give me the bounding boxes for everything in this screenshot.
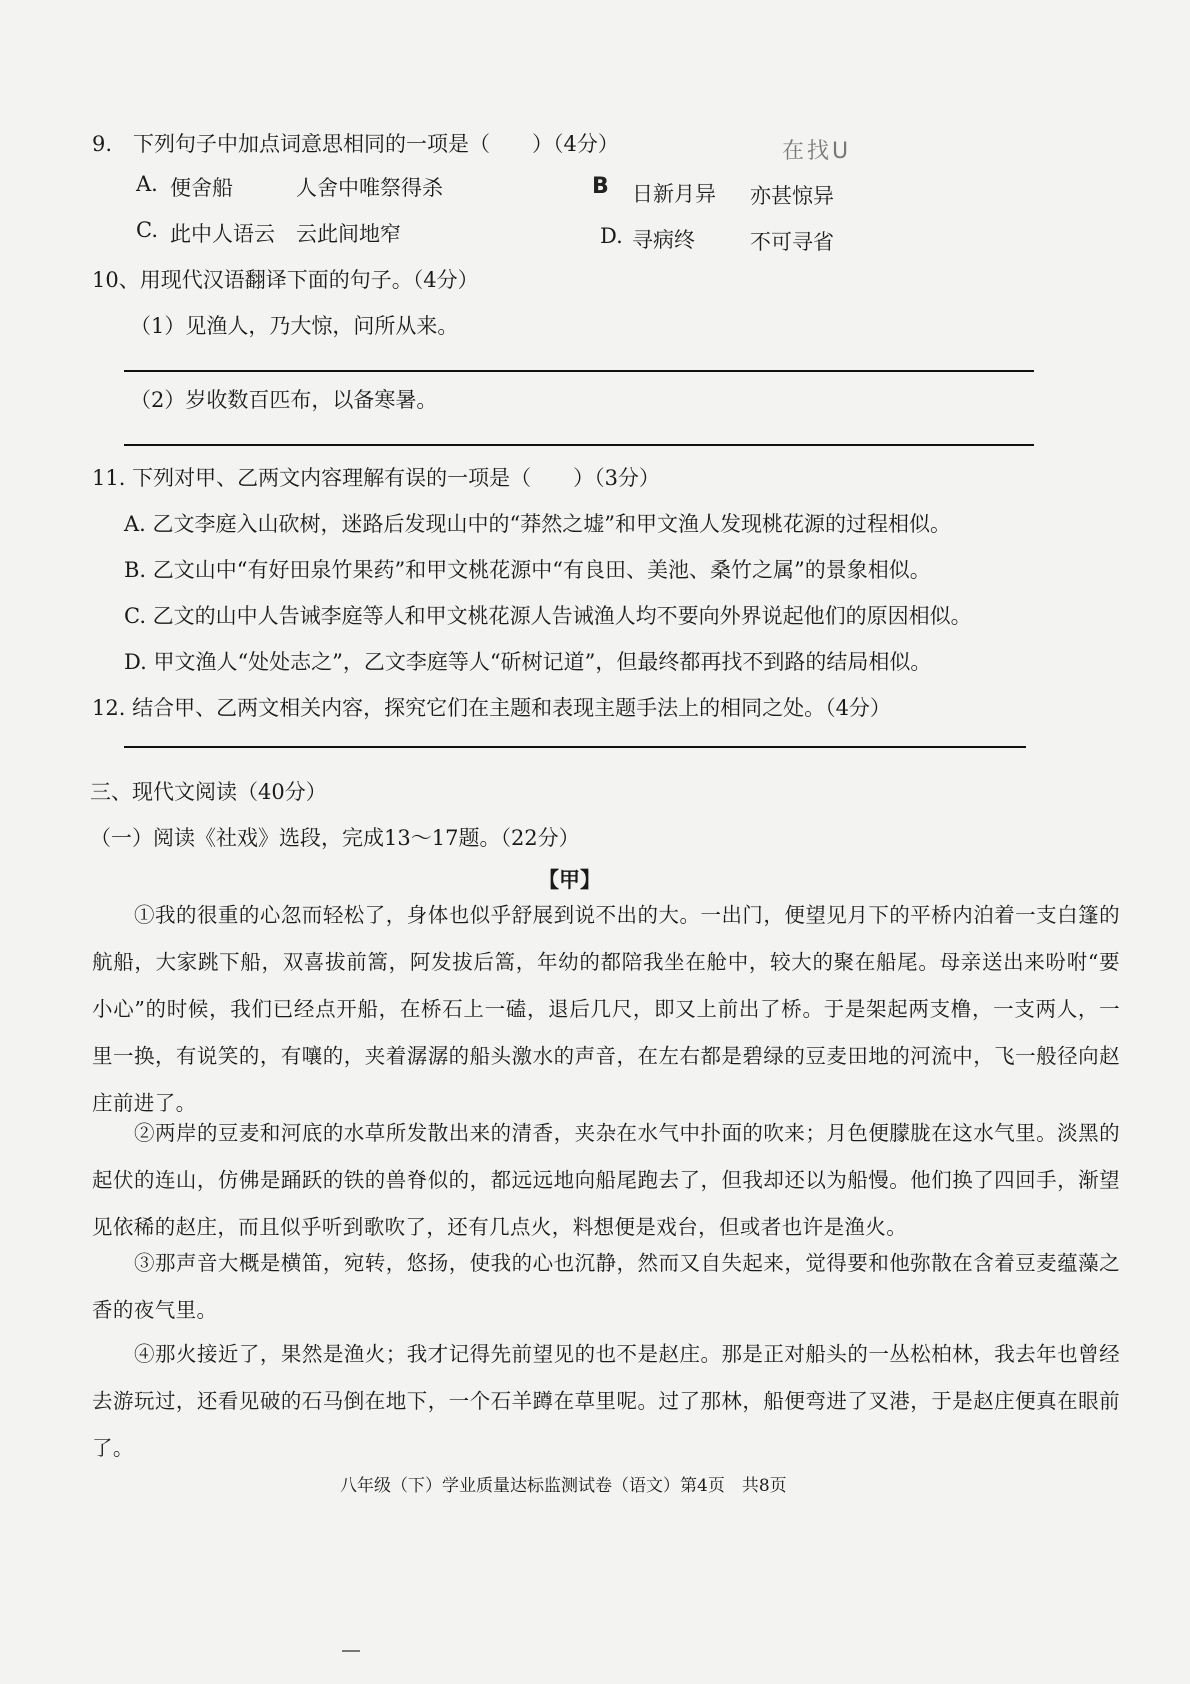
q11-option-a: A. 乙文李庭入山砍树，迷路后发现山中的“莽然之墟”和甲文渔人发现桃花源的过程相似。	[124, 512, 951, 536]
q9-option-a-left: 便舍船	[170, 176, 233, 200]
handwritten-b-mark: B	[592, 174, 609, 199]
handwritten-note: 在找U	[782, 139, 852, 164]
page-footer: 八年级（下）学业质量达标监测试卷（语文）第4页 共8页	[340, 1476, 787, 1496]
section3-heading: 三、现代文阅读（40分）	[90, 780, 327, 804]
section3-subheading: （一）阅读《社戏》选段，完成13～17题。（22分）	[90, 826, 580, 850]
q9-option-d-left: 寻病终	[632, 228, 695, 252]
q12-answer-line[interactable]	[124, 746, 1026, 748]
q9-option-d-letter: D.	[600, 224, 623, 248]
q10-answer-line-2[interactable]	[124, 444, 1034, 446]
q11-stem: 11. 下列对甲、乙两文内容理解有误的一项是（ ）（3分）	[92, 466, 660, 490]
passage-paragraph-1: ①我的很重的心忽而轻松了，身体也似乎舒展到说不出的大。一出门，便望见月下的平桥内泊着一支白篷的航船，大家跳下船，双喜拔前篙，阿发拔后篙，年幼的都陪我坐在舱中，较大的聚在船尾。母亲送出来吩咐“要小心”的时候，我们已经点开船，在桥石上一磕，退后几尺，即又上前出了桥。于是架起两支橹，一支两人，一里一换，有说笑的，有嚷的，夹着潺潺的船头激水的声音，在左右都是碧绿的豆麦田地的河流中，飞一般径向赵庄前进了。	[92, 903, 1120, 1115]
q9-option-c-letter: C.	[136, 218, 158, 242]
q9-option-c-left: 此中人语云	[170, 222, 275, 246]
q12-stem: 12. 结合甲、乙两文相关内容，探究它们在主题和表现主题手法上的相同之处。（4分）	[92, 696, 891, 720]
q9-stem: 9. 下列句子中加点词意思相同的一项是（ ）（4分）	[92, 132, 619, 156]
passage-paragraph-3: ③那声音大概是横笛，宛转，悠扬，使我的心也沉静，然而又自失起来，觉得要和他弥散在含着豆麦蕴藻之香的夜气里。	[92, 1251, 1120, 1322]
passage-label: 【甲】	[538, 867, 601, 892]
q11-option-d: D. 甲文渔人“处处志之”，乙文李庭等人“斫树记道”，但最终都再找不到路的结局相似。	[124, 650, 932, 674]
passage-paragraph-2: ②两岸的豆麦和河底的水草所发散出来的清香，夹杂在水气中扑面的吹来；月色便朦胧在这水气里。淡黑的起伏的连山，仿佛是踊跃的铁的兽脊似的，都远远地向船尾跑去了，但我却还以为船慢。他们换了四回手，渐望见依稀的赵庄，而且似乎听到歌吹了，还有几点火，料想便是戏台，但或者也许是渔火。	[92, 1121, 1120, 1239]
q9-option-b-left: 日新月异	[632, 182, 716, 206]
q10-stem: 10、用现代汉语翻译下面的句子。（4分）	[92, 268, 479, 292]
q9-option-a-letter: A.	[136, 172, 158, 196]
q9-option-a-right: 人舍中唯祭得杀	[296, 176, 443, 200]
q10-answer-line-1[interactable]	[124, 370, 1034, 372]
scan-mark	[342, 1650, 360, 1652]
q10-sentence-1: （1）见渔人，乃大惊，问所从来。	[130, 314, 459, 338]
q9-option-b-right: 亦甚惊异	[750, 184, 834, 208]
q11-option-b: B. 乙文山中“有好田泉竹果药”和甲文桃花源中“有良田、美池、桑竹之属”的景象相似。	[124, 558, 931, 582]
q9-option-c-right: 云此间地窄	[296, 222, 401, 246]
q9-option-d-right: 不可寻省	[750, 230, 834, 254]
passage-paragraph-4: ④那火接近了，果然是渔火；我才记得先前望见的也不是赵庄。那是正对船头的一丛松柏林，我去年也曾经去游玩过，还看见破的石马倒在地下，一个石羊蹲在草里呢。过了那林，船便弯进了叉港，于是赵庄便真在眼前了。	[92, 1342, 1120, 1460]
q11-option-c: C. 乙文的山中人告诫李庭等人和甲文桃花源人告诫渔人均不要向外界说起他们的原因相似。	[124, 604, 972, 628]
q10-sentence-2: （2）岁收数百匹布，以备寒暑。	[130, 388, 438, 412]
